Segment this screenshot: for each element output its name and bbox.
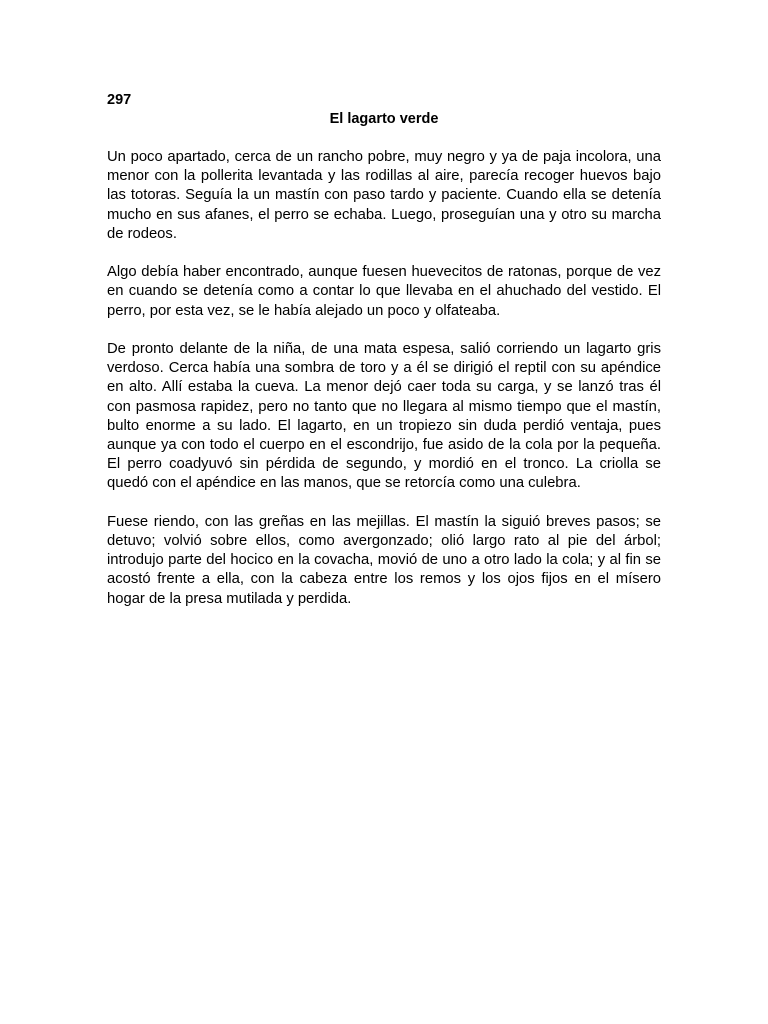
document-page <box>107 91 661 628</box>
document-title: El lagarto verde <box>329 111 439 127</box>
paragraph-2: Algo debía haber encontrado, aunque fuesen huevecitos de ratonas, porque de vez en cuando se detenía como a contar lo que llevaba en el ahuchado del vestido. El perro, por esta vez, se le había alejado un poco y olfateaba. <box>107 264 661 319</box>
page-number: 297 <box>107 92 132 108</box>
paragraph-3: De pronto delante de la niña, de una mata espesa, salió corriendo un lagarto gris verdoso. Cerca había una sombra de toro y a él se dirigió el reptil con su apéndice en alto. Allí estaba la cueva. La menor dejó caer toda su carga, y se lanzó tras él con pasmosa rapidez, pero no tanto que no llegara al mismo tiempo que el mastín, bulto enorme a su lado. El lagarto, en un tropiezo sin duda perdió ventaja, pues aunque ya con todo el cuerpo en el escondrijo, fue asido de la cola por la pequeña. El perro coadyuvó sin pérdida de segundo, y mordió en el tronco. La criolla se quedó con el apéndice en las manos, que se retorcía como una culebra. <box>107 341 661 492</box>
paragraph-4: Fuese riendo, con las greñas en las mejillas. El mastín la siguió breves pasos; se detuvo; volvió sobre ellos, como avergonzado; olió largo rato al pie del árbol; introdujo parte del hocico en la covacha, movió de uno a otro lado la cola; y al fin se acostó frente a ella, con la cabeza entre los remos y los ojos fijos en el mísero hogar de la presa mutilada y perdida. <box>107 513 661 607</box>
paragraph-1: Un poco apartado, cerca de un rancho pobre, muy negro y ya de paja incolora, una menor con la pollerita levantada y las rodillas al aire, parecía recoger huevos bajo las totoras. Seguía la un mastín con paso tardo y paciente. Cuando ella se detenía mucho en sus afanes, el perro se echaba. Luego, proseguían una y otro su marcha de rodeos. <box>107 149 661 242</box>
